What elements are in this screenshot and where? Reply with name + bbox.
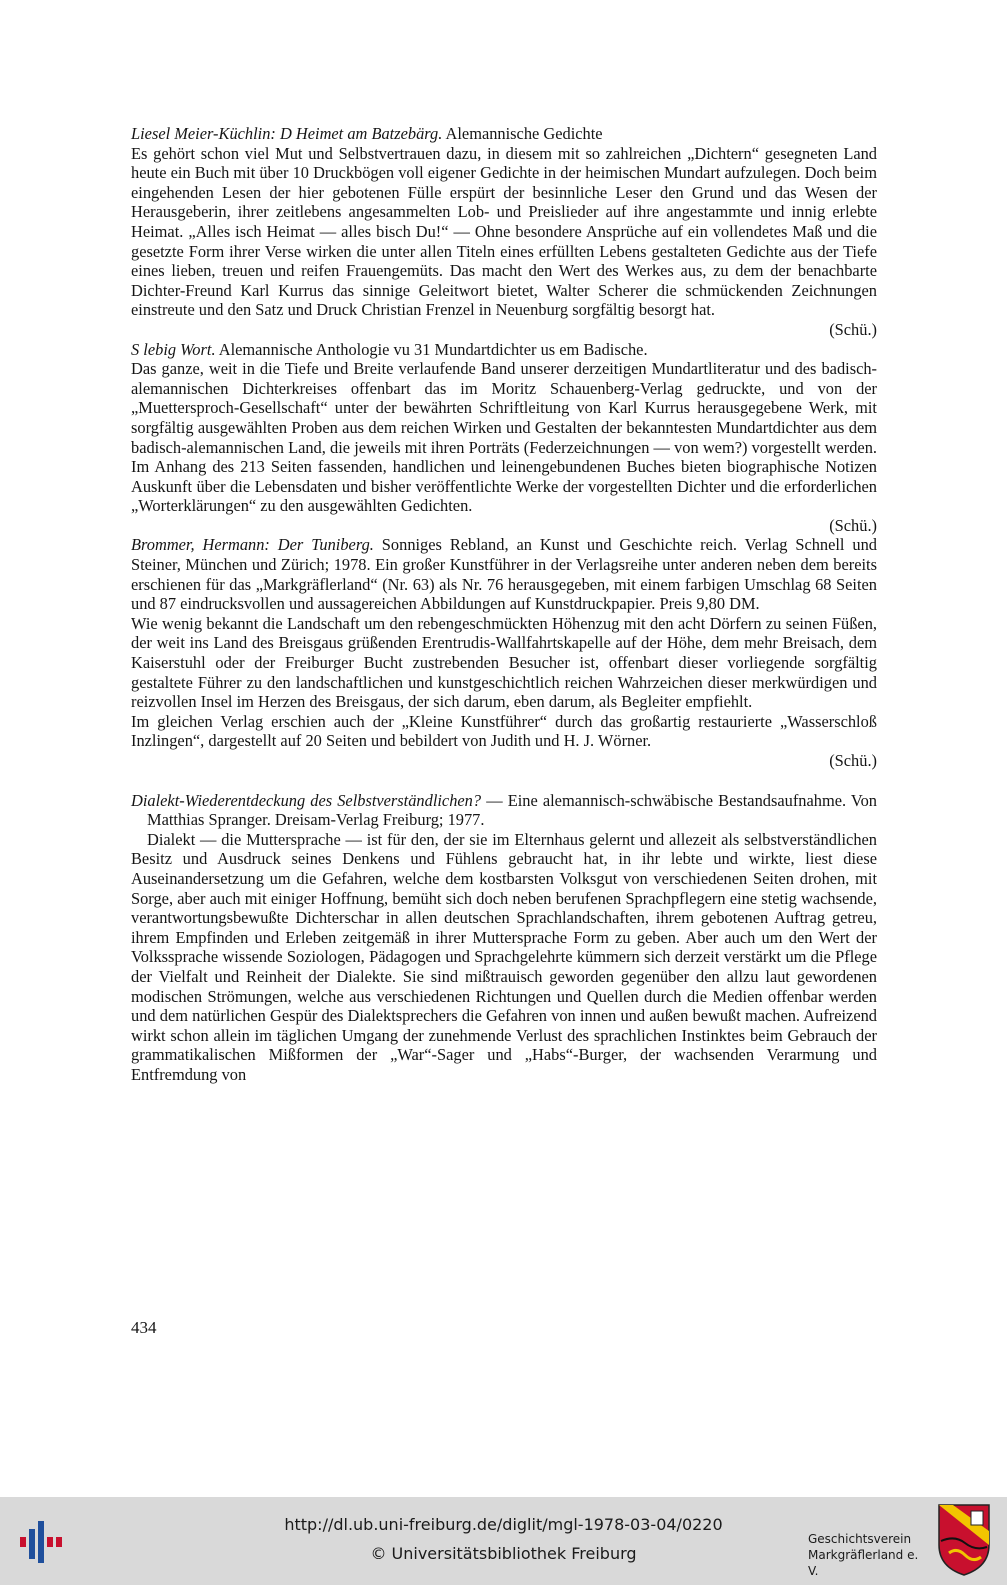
review-3-body-2: Im gleichen Verlag erschien auch der „Kleine Kunstführer“ durch das großartig restaurierte „Wasserschloß Inzlingen“, dargestellt auf 20 Seiten und bebildert von Judith und H. J. Wörner. <box>131 711 877 751</box>
footer-url-link[interactable]: http://dl.ub.uni-freiburg.de/diglit/mgl-1978-03-04/0220 <box>284 1515 723 1534</box>
review-1-subtitle: Alemannische Gedichte <box>442 124 603 143</box>
section-gap <box>131 771 877 791</box>
footer-bar <box>0 1497 1007 1585</box>
review-3-title: Brommer, Hermann: Der Tuniberg. <box>131 535 374 555</box>
review-4-title: Dialekt-Wiederentdeckung des Selbstverständlichen? <box>131 790 482 810</box>
review-3-subtitle: Sonniges Rebland, an Kunst und Geschichte reich. Verlag Schnell und Steiner, München und Zürich; 1978. Ein großer Kunstführer in der Verlagsreihe unter anderen neben dem bereits erschienen für das „Markgräflerland“ (Nr. 63) als Nr. 76 herausgegeben, mit einem farbigen Umschlag 68 Seiten und 87 eindrucksvollen und aussagereichen Abbildungen auf Kunstdruckpapier. Preis 9,80 DM. <box>131 535 877 614</box>
review-4-header <box>131 791 877 830</box>
page-text <box>131 124 877 1085</box>
review-2-title: S lebig Wort. <box>131 339 216 359</box>
review-4-subtitle: — Eine alemannisch-schwäbische Bestandsaufnahme. Von Matthias Spranger. Dreisam-Verlag Freiburg; 1977. <box>147 790 877 830</box>
page-number: 434 <box>131 1318 157 1337</box>
review-3-header <box>131 535 877 613</box>
review-1-signature: (Schü.) <box>829 319 877 339</box>
coat-of-arms-icon <box>935 1501 993 1577</box>
society-name <box>808 1531 926 1579</box>
society-name-line-1: Geschichtsverein <box>808 1532 912 1546</box>
review-1-header <box>131 124 877 144</box>
review-1-body: Es gehört schon viel Mut und Selbstvertrauen dazu, in diesem mit so zahlreichen „Dichtern“ gesegneten Land heute ein Buch mit über 10 Druckbögen voll eigener Gedichte in der heimischen Mundart aufzulegen. Doch beim eingehenden Lesen der hier gebotenen Fülle erspürt der besinnliche Leser den Grund und das Wesen der Herausgeberin, ihrer zeitlebens angesammelten Lob- und Preislieder auf ihre angestammte und innig erlebte Heimat. „Alles isch Heimat — alles bisch Du!“ — Ohne besondere Ansprüche auf ein vollendetes Maß und die gesetzte Form ihrer Verse wirken die unter allen Titeln eines erfüllten Lebens gestalteten Gedichte aus der Tiefe eines lieben, treuen und reifen Frauengemüts. Das macht den Wert des Werkes aus, zu dem der benachbarte Dichter-Freund Karl Kurrus das sinnige Geleitwort bietet, Walter Scherer die schmückenden Zeichnungen einstreute und den Satz und Druck Christian Frenzel in Neuenburg sorgfältig besorgt hat. <box>131 143 877 320</box>
review-1-title: Liesel Meier-Küchlin: D Heimet am Batzebärg. <box>131 124 443 143</box>
review-3-body: Wie wenig bekannt die Landschaft um den rebengeschmückten Höhenzug mit den acht Dörfern zu seinen Füßen, der weit ins Land des Breisgaus grüßenden Erentrudis-Wallfahrtskapelle auf der Höhe, dem mehr Breisach, dem Kaiserstuhl oder der Freiburger Bucht zustrebenden Besucher ist, offenbart dieser vorliegende sorgfältig gestaltete Führer zu den landschaftlichen und kunstgeschichtlich reichen Wahrzeichen dieser merkwürdigen und reizvollen Insel im Herzen des Breisgaus, der sich darum, eben darum, als Begleiter empfiehlt. <box>131 613 877 712</box>
footer-copyright: © Universitätsbibliothek Freiburg <box>370 1544 637 1563</box>
review-2-body: Das ganze, weit in die Tiefe und Breite verlaufende Band unserer derzeitigen Mundartliteratur und des badisch-alemannischen Dichterkreises offenbart das im Moritz Schauenberg-Verlag gedruckte, und von der „Muettersproch-Gesellschaft“ unter der bewährten Schriftleitung von Karl Kurrus herausgegebene Werk, mit sorgfältig ausgewählten Proben aus dem reichen Wirken und Gestalten der bekanntesten Mundartdichter aus dem badisch-alemannischen Land, die jeweils mit ihren Porträts (Federzeichnungen — von wem?) vorgestellt werden. Im Anhang des 213 Seiten fassenden, handlichen und leinengebundenen Buches bieten biographische Notizen Auskunft über die Lebensdaten und bisher veröffentlichte Werke der vorgestellten Dichter und die erforderlichen „Worterklärungen“ zu den ausgewählten Gedichten. <box>131 359 877 516</box>
review-3-signature: (Schü.) <box>829 751 877 770</box>
review-2-subtitle: Alemannische Anthologie vu 31 Mundartdichter us em Badische. <box>215 339 648 359</box>
society-name-line-2: Markgräflerland e. V. <box>808 1548 919 1578</box>
review-2-header <box>131 340 877 360</box>
review-2-signature: (Schü.) <box>829 515 877 535</box>
review-4-body: Dialekt — die Muttersprache — ist für den, der sie im Elternhaus gelernt und allezeit als selbstverständlichen Besitz und Ausdruck seines Denkens und Fühlens gebraucht hat, in ihr lebte und wirkte, liest diese Auseinandersetzung um die Gefahren, welche dem kostbarsten Volksgut von verschiedenen Seiten drohen, mit Sorge, aber auch mit einiger Hoffnung, bemüht sich doch neben berufenen Sprachpflegern eine stetig wachsende, verantwortungsbewußte Dichterschar in allen deutschen Sprachlandschaften, ihrem gebotenen Auftrag getreu, ihrem Empfinden und Erleben zeitgemäß in ihrer Muttersprache Form zu geben. Aber auch um den Wert der Volkssprache wissende Soziologen, Pädagogen und Sprachgelehrte kümmern sich derzeit verstärkt um die Pflege der Vielfalt und Reinheit der Dialekte. Sie sind mißtrauisch geworden gegenüber den allzu laut gewordenen modischen Strömungen, welche aus verschiedenen Richtungen und Quellen durch die Medien offenbar werden und dem natürlichen Gespür des Dialektsprechers die Gefahren von innen und außen bewußt machen. Aufreizend wirkt schon allein im täglichen Umgang der zunehmende Verlust des sprachlichen Instinktes beim Gebrauch der grammatikalischen Mißformen der „War“-Sager und „Habs“-Burger, der wachsenden Verarmung und Entfremdung von <box>131 829 877 1084</box>
